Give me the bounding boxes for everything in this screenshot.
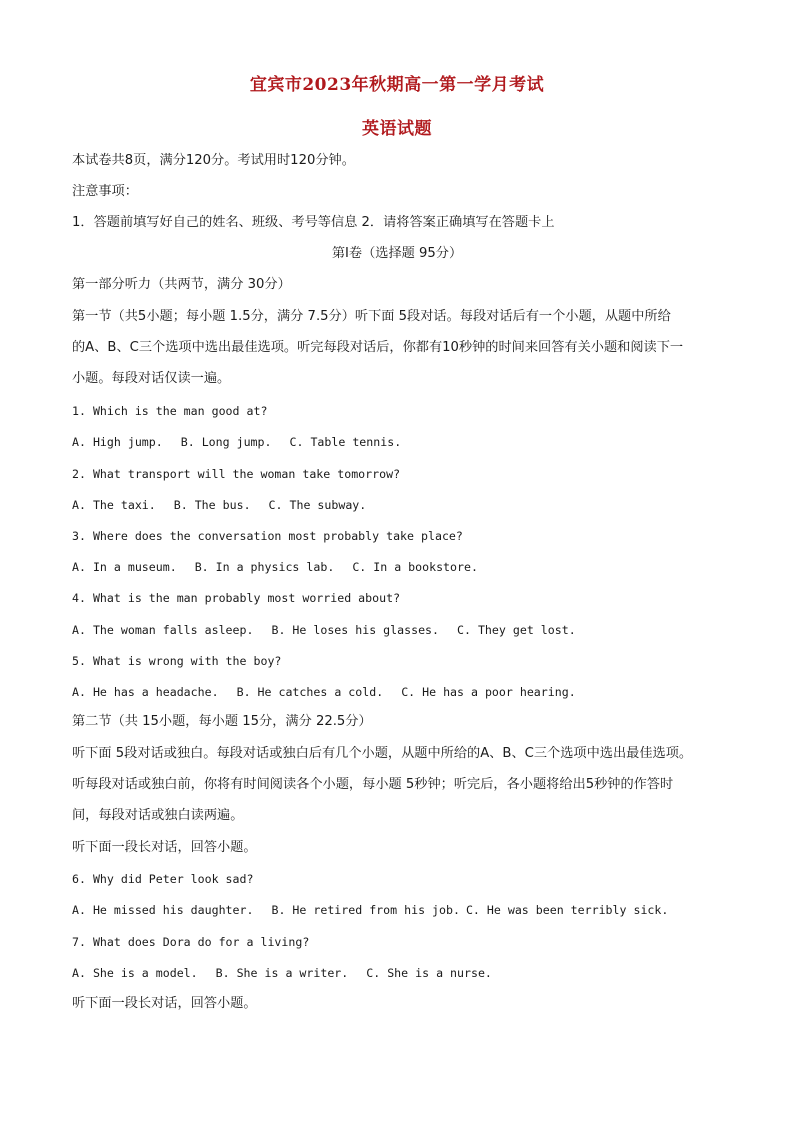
option-b: B. She is a writer. xyxy=(215,966,349,980)
option-c: C. They get lost. xyxy=(457,623,576,637)
exam-subject: 英语试题 xyxy=(362,119,432,139)
volume-heading: 第I卷（选择题 95分） xyxy=(331,246,463,261)
option-a: A. High jump. xyxy=(72,435,163,449)
paper-info: 本试卷共8页，满分120分。考试用时120分钟。 xyxy=(72,153,355,168)
question-2-options xyxy=(72,497,366,513)
question-1-stem: 1. Which is the man good at? xyxy=(72,404,268,418)
option-b: B. He retired from his job. xyxy=(271,903,460,917)
option-b: B. The bus. xyxy=(173,498,251,512)
question-4-options xyxy=(72,622,576,638)
question-3-stem: 3. Where does the conversation most probably take place? xyxy=(72,529,463,543)
option-b: B. Long jump. xyxy=(180,435,272,449)
option-b: B. He loses his glasses. xyxy=(271,623,440,637)
question-1-options xyxy=(72,434,401,450)
part1-heading: 第一部分听力（共两节，满分 30分） xyxy=(72,277,291,292)
option-c: C. In a bookstore. xyxy=(352,560,478,574)
section2-instructions-line2: 听每段对话或独白前，你将有时间阅读各个小题，每小题 5秒钟；听完后，各小题将给出5秒钟的作答时 xyxy=(72,777,674,792)
long-dialogue-instruction: 听下面一段长对话，回答小题。 xyxy=(72,996,257,1011)
question-7-options xyxy=(72,965,492,981)
section1-instructions-line2: 的A、B、C三个选项中选出最佳选项。听完每段对话后，你都有10秒钟的时间来回答有关小题和阅读下一 xyxy=(72,340,684,355)
question-3-options xyxy=(72,559,478,575)
option-c: C. The subway. xyxy=(268,498,367,512)
option-c: C. Table tennis. xyxy=(289,435,402,449)
option-b: B. He catches a cold. xyxy=(236,685,384,699)
long-dialogue-instruction: 听下面一段长对话，回答小题。 xyxy=(72,840,257,855)
option-c: C. He was been terribly sick. xyxy=(465,903,669,917)
notice-heading: 注意事项： xyxy=(72,184,138,199)
section1-instructions-line1: 第一节（共5小题；每小题 1.5分，满分 7.5分）听下面 5段对话。每段对话后有一个小题，从题中所给 xyxy=(72,309,671,324)
question-5-options xyxy=(72,684,576,700)
question-5-stem: 5. What is wrong with the boy? xyxy=(72,654,282,668)
question-4-stem: 4. What is the man probably most worried about? xyxy=(72,591,401,605)
exam-title: 宜宾市2023年秋期高一第一学月考试 xyxy=(249,75,545,95)
section2-instructions-line3: 间，每段对话或独白读两遍。 xyxy=(72,808,244,823)
option-a: A. The woman falls asleep. xyxy=(72,623,254,637)
option-c: C. She is a nurse. xyxy=(366,966,492,980)
option-a: A. The taxi. xyxy=(72,498,156,512)
option-b: B. In a physics lab. xyxy=(194,560,335,574)
option-c: C. He has a poor hearing. xyxy=(401,685,576,699)
question-6-options xyxy=(72,902,668,918)
notice-item-1: 1．答题前填写好自己的姓名、班级、考号等信息 2．请将答案正确填写在答题卡上 xyxy=(72,215,555,230)
question-6-stem: 6. Why did Peter look sad? xyxy=(72,872,254,886)
section2-instructions-line1: 听下面 5段对话或独白。每段对话或独白后有几个小题，从题中所给的A、B、C三个选项中选出最佳选项。 xyxy=(72,746,693,761)
question-7-stem: 7. What does Dora do for a living? xyxy=(72,935,310,949)
section1-instructions-line3: 小题。每段对话仅读一遍。 xyxy=(72,371,231,386)
option-a: A. She is a model. xyxy=(72,966,198,980)
option-a: A. He missed his daughter. xyxy=(72,903,254,917)
section2-heading: 第二节（共 15小题，每小题 15分，满分 22.5分） xyxy=(72,714,372,729)
option-a: A. He has a headache. xyxy=(72,685,219,699)
option-a: A. In a museum. xyxy=(72,560,177,574)
question-2-stem: 2. What transport will the woman take tomorrow? xyxy=(72,467,401,481)
